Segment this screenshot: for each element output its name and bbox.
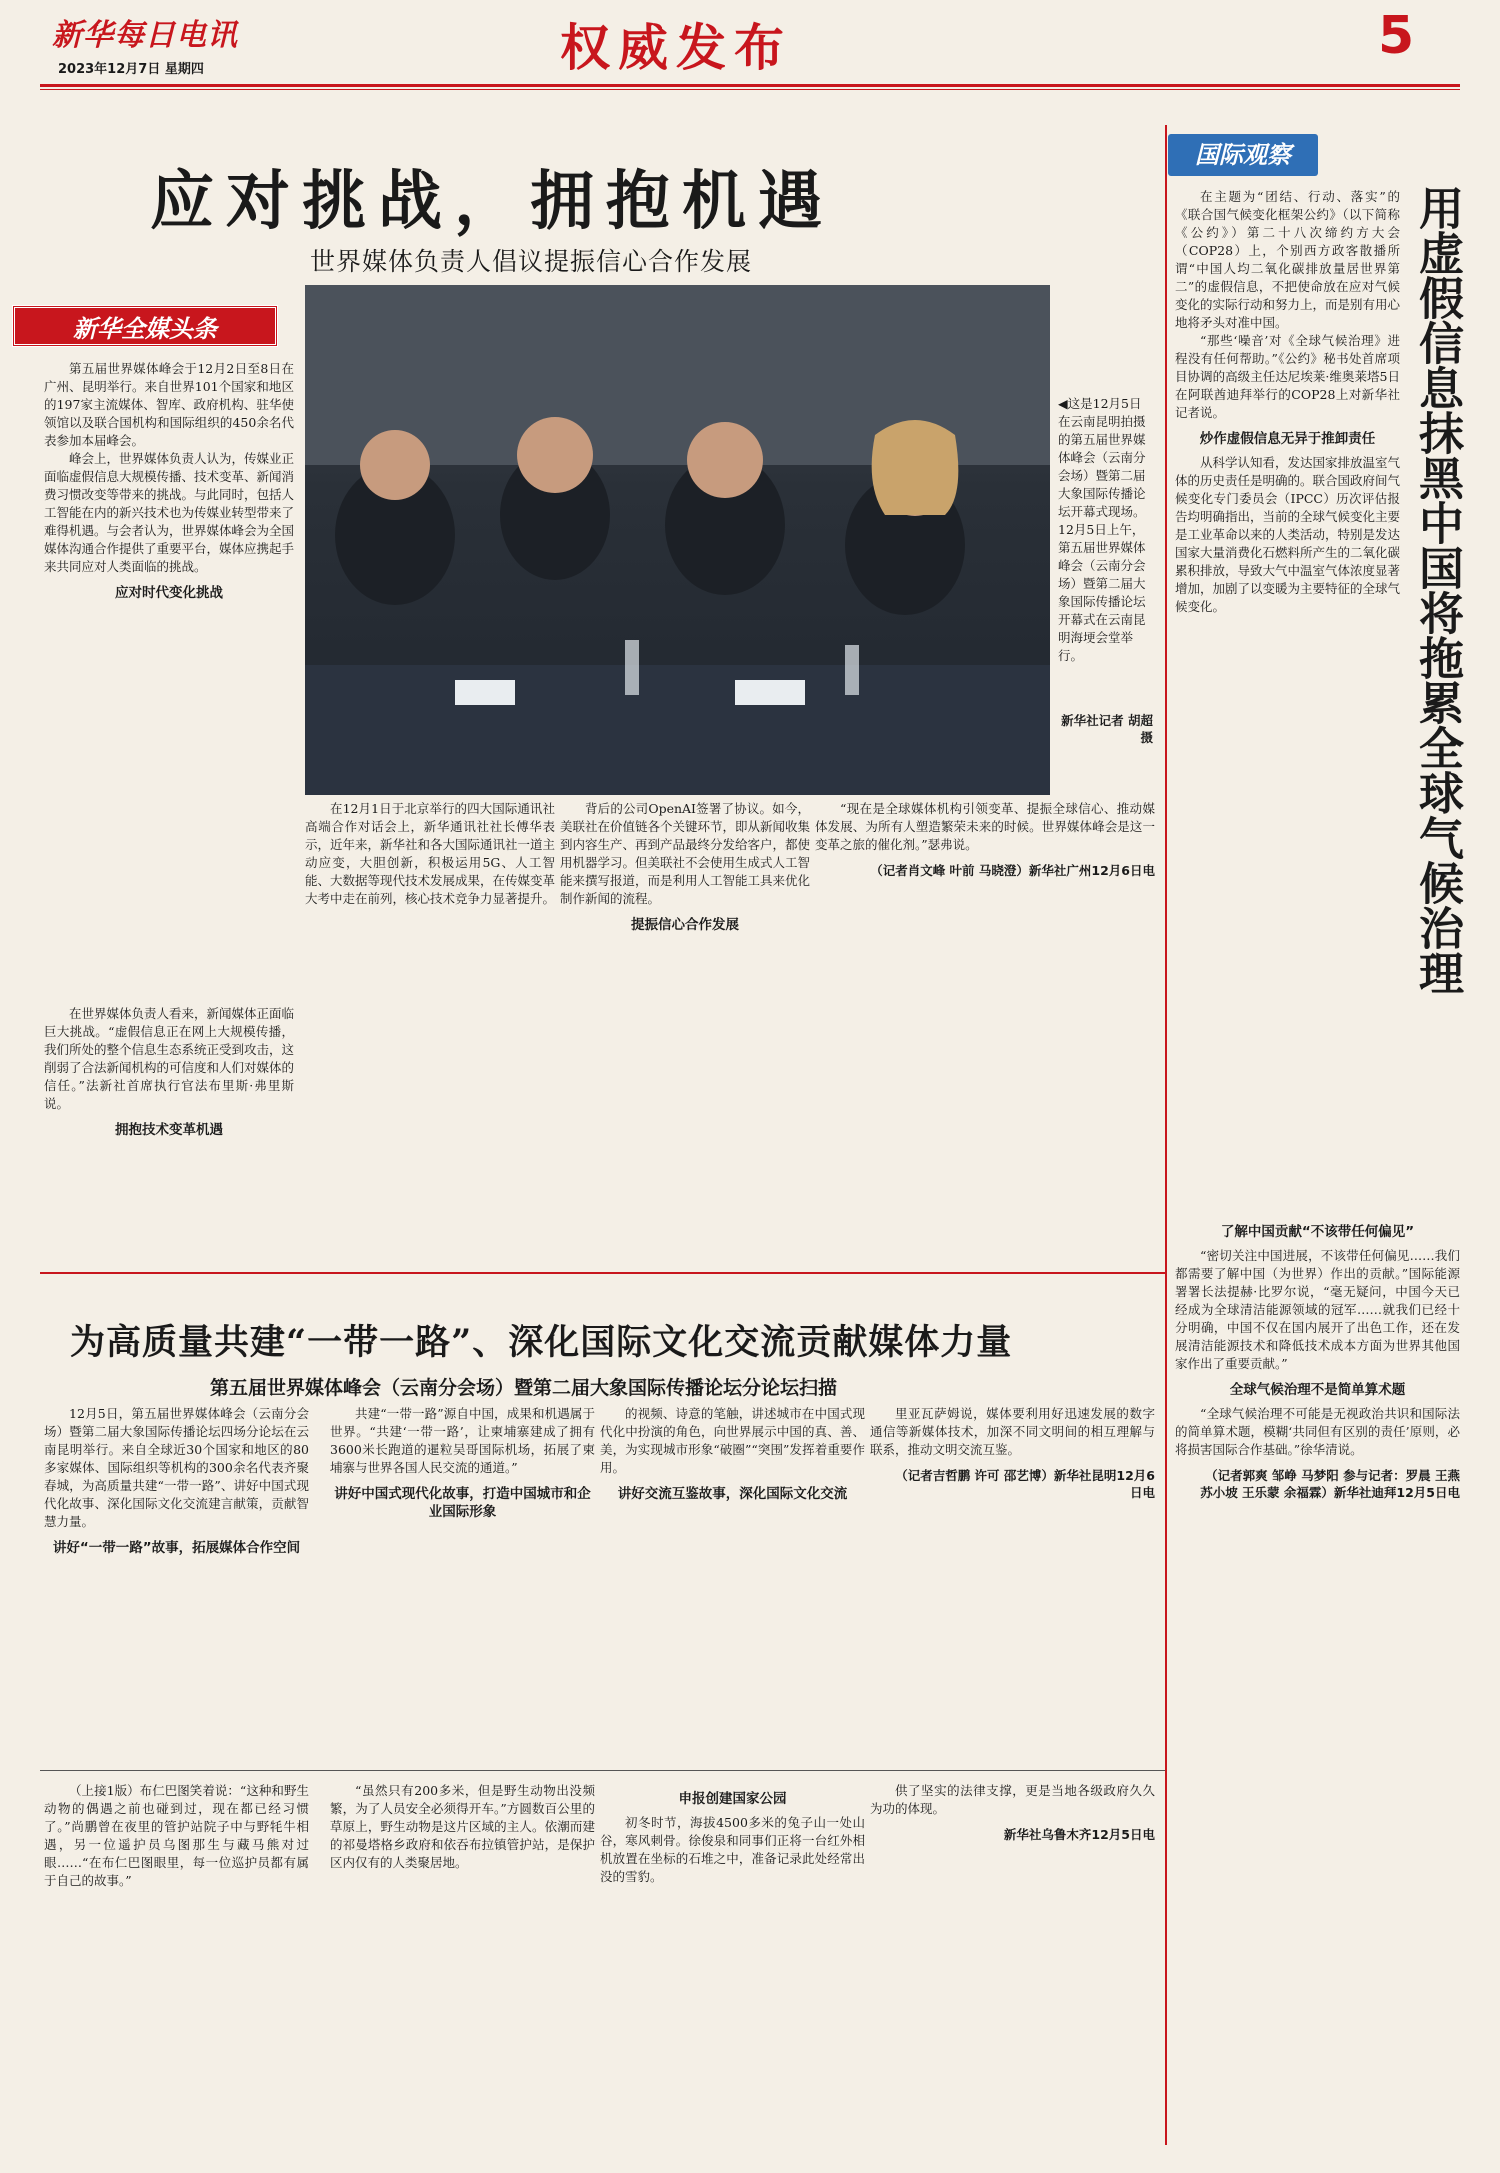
paragraph: 峰会上，世界媒体负责人认为，传媒业正面临虚假信息大规模传播、技术变革、新闻消费习惯改变等带来的挑战。与此同时，包括人工智能在内的新兴技术也为传媒业转型带来了难得机遇。与会者认为，世界媒体峰会为全国媒体沟通合作提供了重要平台，媒体应携起手来共同应对人类面临的挑战。	[44, 451, 295, 574]
lead-column-2	[305, 800, 555, 908]
paragraph: 背后的公司OpenAI签署了协议。如今，美联社在价值链各个关键环节，即从新闻收集到内容生产、再到产品最终分发给客户，都使用机器学习。但美联社不会使用生成式人工智能来撰写报道，而是利用人工智能工具来优化制作新闻的流程。	[560, 801, 811, 906]
paragraph: “那些‘噪音’对《全球气候治理》进程没有任何帮助。”《公约》秘书处首席项目协调的高级主任达尼埃莱·维奥莱塔5日在阿联酋迪拜举行的COP28上对新华社记者说。	[1175, 333, 1400, 420]
issue-date: 2023年12月7日 星期四	[58, 62, 204, 77]
paragraph: 里亚瓦萨姆说，媒体要利用好迅速发展的数字通信等新媒体技术，加深不同文明间的相互理解与联系，推动文明交流互鉴。	[870, 1406, 1155, 1457]
lead-subhead: 世界媒体负责人倡议提振信心合作发展	[310, 247, 753, 276]
story3-rule	[40, 1770, 1165, 1771]
intl-subheading-3: 全球气候治理不是简单算术题	[1229, 1382, 1406, 1398]
paragraph: 的视频、诗意的笔触，讲述城市在中国式现代化中扮演的角色，向世界展示中国的真、善、美，为实现城市形象“破圈”“突围”发挥着重要作用。	[600, 1406, 865, 1475]
paragraph: “全球气候治理不可能是无视政治共识和国际法的简单算术题，模糊‘共同但有区别的责任’原则，必将损害国际合作基础。”徐华清说。	[1175, 1406, 1460, 1457]
story3-column-3	[600, 1782, 865, 1886]
right-column-rule	[1165, 125, 1167, 2145]
story3-column-4	[870, 1782, 1155, 1843]
story2-subhead: 第五届世界媒体峰会（云南分会场）暨第二届大象国际传播论坛分论坛扫描	[210, 1377, 838, 1399]
story2-column-2	[330, 1405, 595, 1527]
paragraph: 从科学认知看，发达国家排放温室气体的历史责任是明确的。联合国政府间气候变化专门委员会（IPCC）历次评估报告均明确指出，当前的全球气候变化主要是工业革命以来的人类活动，特别是发达国家大量消费化石燃料所产生的二氧化碳累积排放，导致大气中温室气体浓度显著增加，加剧了以变暖为主要特征的全球气候变化。	[1175, 455, 1401, 614]
paragraph: 在世界媒体负责人看来，新闻媒体正面临巨大挑战。“虚假信息正在网上大规模传播，我们所处的整个信息生态系统正受到攻击，这削弱了合法新闻机构的可信度和人们对媒体的信任。”法新社首席执行官法布里斯·弗里斯说。	[44, 1006, 295, 1111]
story3-subheading: 申报创建国家公园	[678, 1791, 787, 1807]
paragraph: （上接1版）布仁巴图笑着说：“这种和野生动物的偶遇之前也碰到过，现在都已经习惯了。”尚鹏曾在夜里的管护站院子中与野牦牛相遇，另一位遥护员乌图那生与藏马熊对过眼……“在布仁巴图眼里，每一位巡护员都有属于自己的故事。”	[44, 1783, 309, 1888]
paragraph: 第五届世界媒体峰会于12月2日至8日在广州、昆明举行。来自世界101个国家和地区的197家主流媒体、智库、政府机构、驻华使领馆以及联合国机构和国际组织的450余名代表参加本届峰会。	[44, 361, 294, 448]
story2-column-3	[600, 1405, 865, 1509]
lead-column-3	[560, 800, 810, 940]
story2-subheading-a: 讲好“一带一路”故事，拓展媒体合作空间	[52, 1540, 301, 1556]
header-rule-thin	[40, 89, 1460, 90]
paragraph: 共建“一带一路”源自中国，成果和机遇属于世界。“共建‘一带一路’，让柬埔寨建成了拥有3600米长跑道的暹粒吴哥国际机场，拓展了柬埔寨与世界各国人民交流的通道。”	[330, 1406, 595, 1475]
header-rule	[40, 84, 1460, 87]
intl-headline: 用虚假信息抹黑中国将拖累全球气候治理	[1411, 185, 1464, 995]
lead-byline: （记者肖文峰 叶前 马晓澄）新华社广州12月6日电	[870, 863, 1155, 878]
intl-observation-badge: 国际观察	[1168, 134, 1318, 176]
lead-column-1-top	[44, 360, 294, 608]
paragraph: 在主题为“团结、行动、落实”的《联合国气候变化框架公约》（以下简称《公约》）第二十八次缔约方大会（COP28）上，个别西方政客散播所谓“中国人均二氧化碳排放量居世界第二”的虚假信息，不把使命放在应对气候变化的实际行动和努力上，而是别有用心地将矛头对准中国。	[1175, 189, 1401, 330]
photo-caption: ◀这是12月5日在云南昆明拍摄的第五届世界媒体峰会（云南分会场）暨第二届大象国际传播论坛开幕式现场。12月5日上午，第五届世界媒体峰会（云南分会场）暨第二届大象国际传播论坛开幕式在云南昆明海埂会堂举行。	[1058, 396, 1146, 663]
lead-subheading-1: 应对时代变化挑战	[115, 585, 223, 601]
paragraph: “现在是全球媒体机构引领变革、提振全球信心、推动媒体发展、为所有人塑造繁荣未来的时候。世界媒体峰会是这一变革之旅的催化剂。”瑟弗说。	[815, 801, 1155, 852]
lead-headline: 应对挑战，拥抱机遇	[150, 164, 834, 239]
lead-subheading-3: 提振信心合作发展	[631, 917, 739, 933]
paragraph: “密切关注中国进展，不该带任何偏见……我们都需要了解中国（为世界）作出的贡献。”国际能源署署长法提赫·比罗尔说，“毫无疑问，中国今天已经成为全球清洁能源领域的冠军……就我们已经十分明确，中国不仅在国内展开了出色工作，还在发展清洁能源技术和降低技术成本方面为世界其他国家作出了重要贡献。”	[1175, 1248, 1460, 1371]
intl-byline: （记者郭爽 邹峥 马梦阳 参与记者：罗晨 王燕 苏小坡 王乐蒙 余福霖）新华社迪拜12月5日电	[1200, 1468, 1460, 1500]
story2-column-1	[44, 1405, 309, 1563]
story2-rule	[40, 1272, 1165, 1274]
paragraph: 12月5日，第五届世界媒体峰会（云南分会场）暨第二届大象国际传播论坛四场分论坛在云南昆明举行。来自全球近30个国家和地区的80多家媒体、国际组织等机构的300余名代表齐聚春城，为高质量共建“一带一路”、讲好中国式现代化故事、深化国际文化交流建言献策，贡献智慧力量。	[44, 1406, 309, 1529]
story2-column-4	[870, 1405, 1155, 1501]
photo-credit: 新华社记者 胡超摄	[1061, 713, 1153, 745]
intl-subheading-2: 了解中国贡献“不该带任何偏见”	[1220, 1224, 1415, 1240]
story2-subheading-b: 讲好中国式现代化故事，打造中国城市和企业国际形象	[334, 1486, 591, 1520]
paragraph: 在12月1日于北京举行的四大国际通讯社高端合作对话会上，新华通讯社社长傅华表示，近年来，新华社和各大国际通讯社一道主动应变，大胆创新，积极运用5G、人工智能、大数据等现代技术发展成果，在传媒变革大考中走在前列，核心技术竞争力显著提升。	[305, 801, 556, 906]
paragraph: 供了坚实的法律支撑，更是当地各级政府久久为功的体现。	[870, 1783, 1155, 1816]
story2-headline: 为高质量共建“一带一路”、深化国际文化交流贡献媒体力量	[70, 1322, 1013, 1363]
paragraph: 初冬时节，海拔4500多米的兔子山一处山谷，寒风刺骨。徐俊泉和同事们正将一台红外相机放置在坐标的石堆之中，准备记录此处经常出没的雪豹。	[600, 1815, 865, 1884]
story3-column-1	[44, 1782, 309, 1890]
intl-column-lower	[1175, 1215, 1460, 1501]
conference-photo-illustration	[305, 285, 1050, 795]
story3-column-2	[330, 1782, 595, 1872]
page-number: 5	[1378, 6, 1415, 66]
masthead-logo: 新华每日电讯	[52, 18, 238, 53]
lead-column-4	[815, 800, 1155, 879]
xinhua-banner: 新华全媒头条	[12, 305, 278, 347]
intl-subheading-1: 炒作虚假信息无异于推卸责任	[1199, 431, 1376, 447]
section-title: 权威发布	[560, 18, 792, 77]
story2-byline: （记者吉哲鹏 许可 邵艺博）新华社昆明12月6日电	[895, 1468, 1155, 1500]
intl-column-upper	[1175, 188, 1400, 616]
lead-subheading-2: 拥抱技术变革机遇	[115, 1122, 223, 1138]
story3-byline: 新华社乌鲁木齐12月5日电	[1003, 1827, 1155, 1842]
story2-subheading-c: 讲好交流互鉴故事，深化国际文化交流	[617, 1486, 848, 1502]
paragraph: “虽然只有200多米，但是野生动物出没频繁，为了人员安全必须得开车。”方圆数百公里的草原上，野生动物是这片区域的主人。依潮而建的祁曼塔格乡政府和依吞布拉镇管护站，是保护区内仅有的人类聚居地。	[330, 1783, 595, 1870]
lead-column-1-bottom	[44, 1005, 294, 1145]
conference-photo	[305, 285, 1050, 795]
